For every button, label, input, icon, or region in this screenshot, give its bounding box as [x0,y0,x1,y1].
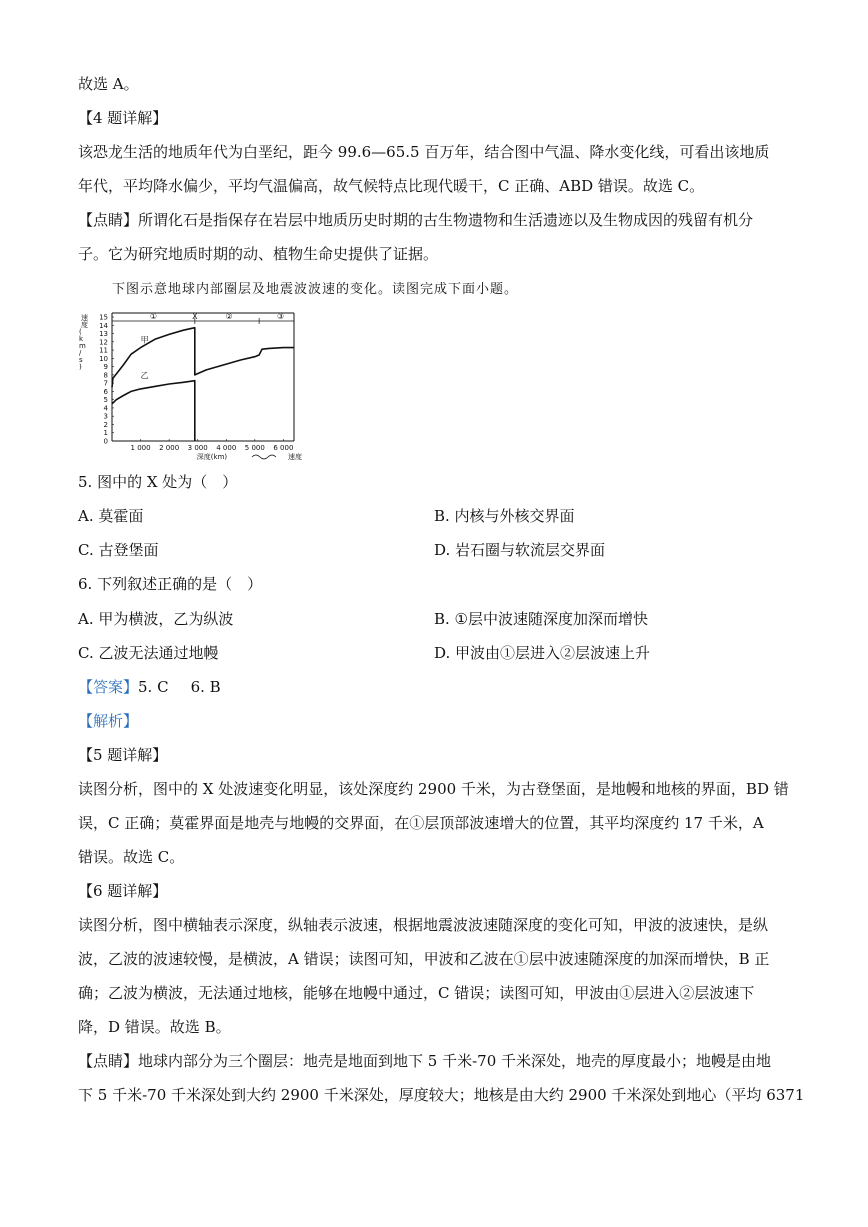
q5-detail-line-2: 误，C 正确；莫霍界面是地壳与地幔的交界面，在①层顶部波速增大的位置，其平均深度约 17 千米，A [78,814,764,832]
previous-answer-end: 故选 A。 [78,75,139,93]
y-tick-label: 7 [103,379,108,388]
q6-option-b: B. ①层中波速随深度加深而增快 [434,610,649,628]
x-tick-label: 5 000 [244,444,265,452]
x-tick-label: 3 000 [187,444,208,452]
q5-detail-line-3: 错误。故选 C。 [78,848,185,866]
y-tick-label: 5 [103,396,108,405]
x-boundary-label: X [192,312,198,321]
y-tick-label: 15 [99,313,108,322]
q6-detail-line-1: 读图分析，图中横轴表示深度，纵轴表示波速，根据地震波波速随深度的变化可知，甲波的波速快，是纵 [78,916,769,934]
x-tick-label: 4 000 [216,444,237,452]
y-tick-label: 6 [103,387,108,396]
q6-option-a: A. 甲为横波，乙为纵波 [78,610,234,628]
y-tick-label: 13 [99,330,108,339]
q5-option-d: D. 岩石圈与软流层交界面 [434,541,606,559]
q5-option-a: A. 莫霍面 [78,507,144,525]
answer-line [78,677,221,697]
x-tick-label: 2 000 [159,444,180,452]
answer-label: 【答案】 [78,678,139,696]
y-tick-label: 8 [103,371,108,380]
q6-detail-line-4: 降，D 错误。故选 B。 [78,1018,231,1036]
y-tick-label: 10 [99,354,108,363]
q6-detail-line-2: 波，乙波的波速较慢，是横波，A 错误；读图可知，甲波和乙波在①层中波速随深度的加深而增快，B 正 [78,950,770,968]
analysis-label: 【解析】 [78,712,139,730]
tip1-line-2: 子。它为研究地质时期的动、植物生命史提供了证据。 [78,245,439,263]
tip2-line-1: 【点睛】地球内部分为三个圈层：地壳是地面到地下 5 千米-70 千米深处，地壳的厚度最小；地幔是由地 [78,1052,772,1070]
y-tick-label: 1 [103,429,108,438]
y-tick-label: 14 [99,321,108,330]
x-tick-label: 1 000 [130,444,151,452]
tip1-line-1: 【点睛】所谓化石是指保存在岩层中地质历史时期的古生物遗物和生活遗迹以及生物成因的残留有机分 [78,211,754,229]
y-tick-label: 9 [103,363,108,372]
q5-detail-heading: 【5 题详解】 [78,746,168,764]
answer-5: 5. C [138,678,169,696]
y-tick-label: 3 [103,412,108,421]
y-axis-title: 速度( k m / s ) [79,314,88,371]
q6-option-d: D. 甲波由①层进入②层波速上升 [434,644,651,662]
x-tick-label: 6 000 [273,444,294,452]
wave-legend-label: 速度 [287,453,302,461]
figure-intro: 下图示意地球内部圈层及地震波波速的变化。读图完成下面小题。 [112,282,519,297]
series-label-yi: 乙 [140,371,149,381]
q5-stem: 5. 图中的 X 处为（ ） [78,473,238,491]
y-axis-label [79,313,88,371]
series-line-yi [112,381,195,441]
answer-6: 6. B [190,678,221,696]
q5-detail-line-1: 读图分析，图中的 X 处波速变化明显，该处深度约 2900 千米，为古登堡面，是地幔和地核的界面，BD 错 [78,780,789,798]
wave-legend-symbol [252,455,276,459]
y-tick-label: 0 [103,437,108,446]
q6-detail-line-3: 确；乙波为横波，无法通过地核，能够在地幔中通过，C 错误；读图可知，甲波由①层进入②层波速下 [78,984,755,1002]
q6-detail-heading: 【6 题详解】 [78,882,168,900]
y-tick-label: 4 [103,404,108,413]
y-tick-label: 2 [103,420,108,429]
layer-3-label: ③ [276,312,285,321]
q5-option-c: C. 古登堡面 [78,541,159,559]
q4-detail-heading: 【4 题详解】 [78,109,168,127]
layer-2-label: ② [225,312,233,321]
seismic-wave-chart [78,308,310,463]
series-line-jia [112,328,294,388]
q4-detail-line-1: 该恐龙生活的地质年代为白垩纪，距今 99.6—65.5 百万年，结合图中气温、降水变化线，可看出该地质 [78,143,770,161]
tip2-line-2: 下 5 千米-70 千米深处到大约 2900 千米深处，厚度较大；地核是由大约 2900 千米深处到地心（平均 6371 [78,1086,805,1104]
q6-stem: 6. 下列叙述正确的是（ ） [78,575,263,593]
q4-detail-line-2: 年代，平均降水偏少，平均气温偏高，故气候特点比现代暖干，C 正确、ABD 错误。故选 C。 [78,177,705,195]
q5-option-b: B. 内核与外核交界面 [434,507,575,525]
y-tick-label: 12 [99,338,108,347]
layer-1-label: ① [149,312,158,321]
series-label-jia: 甲 [140,335,149,345]
x-axis-title: 深度(km) [196,453,228,461]
q6-option-c: C. 乙波无法通过地幔 [78,644,219,662]
y-tick-label: 11 [99,346,108,355]
